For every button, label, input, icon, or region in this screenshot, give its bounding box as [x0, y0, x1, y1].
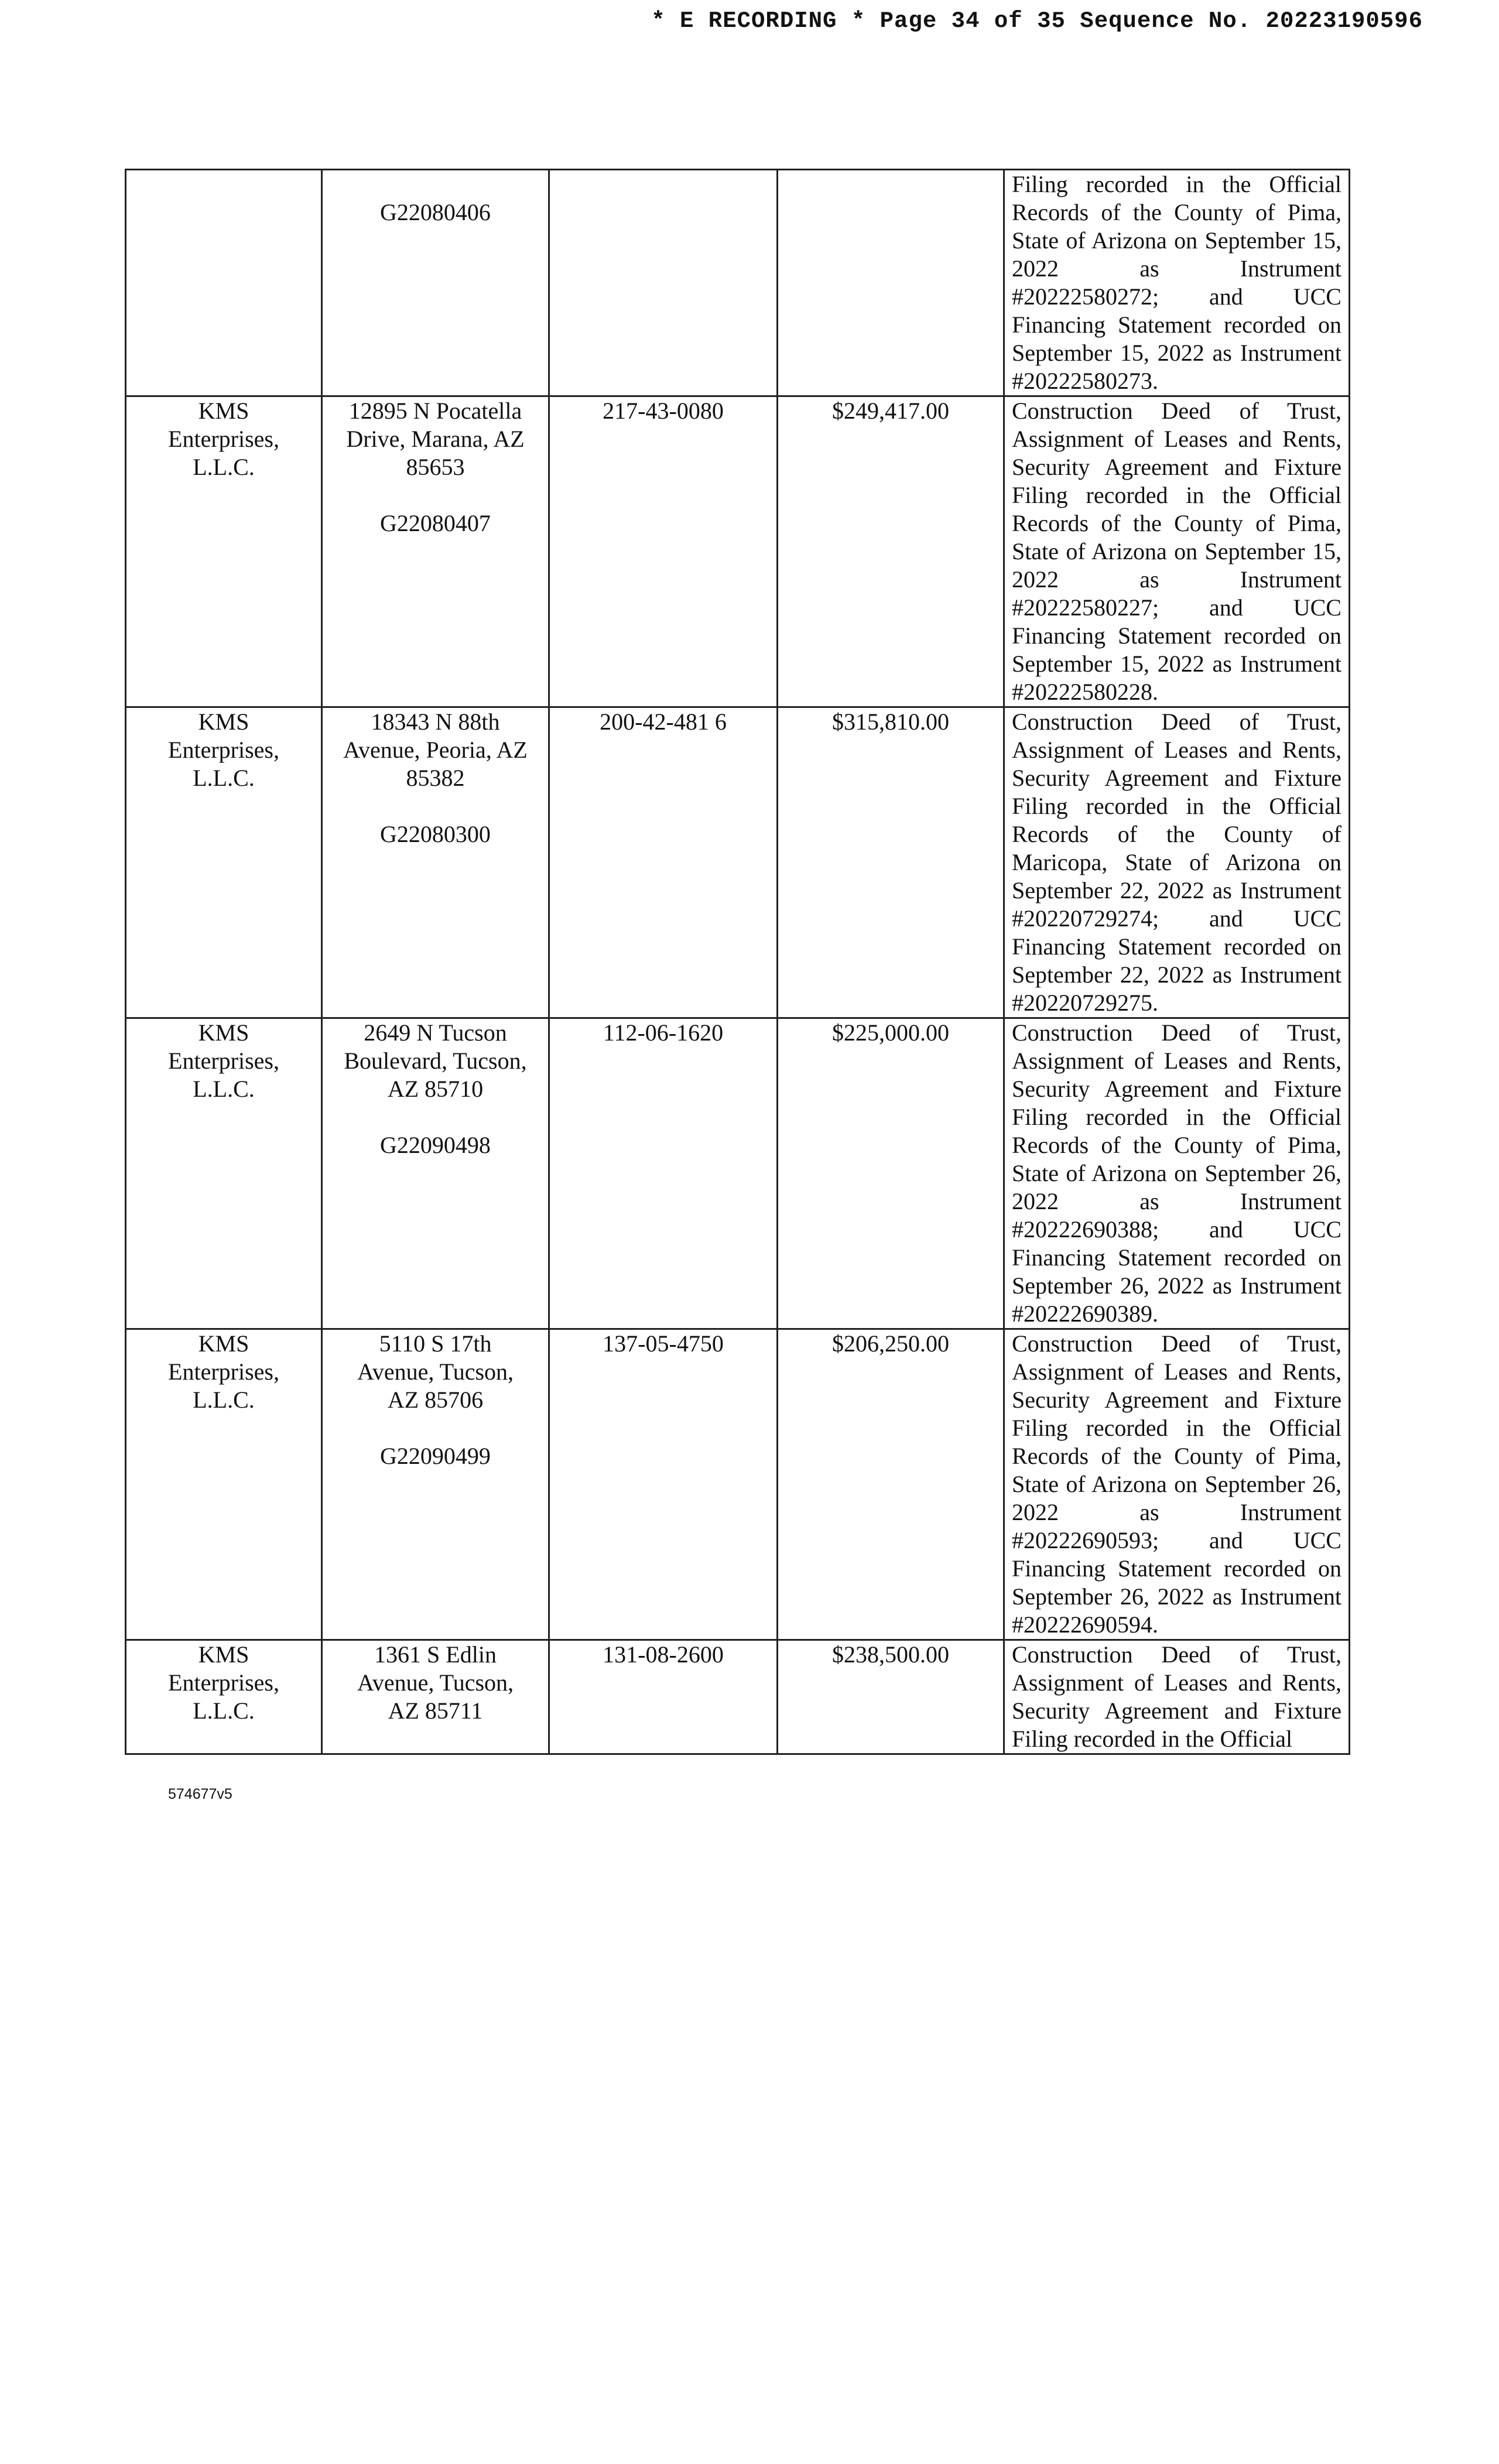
address-line: Boulevard, Tucson, — [344, 1048, 527, 1074]
table-row — [126, 170, 1350, 396]
table-row — [126, 1640, 1350, 1754]
document-id: 574677v5 — [168, 1786, 232, 1802]
address-cell — [322, 1329, 549, 1640]
owner-cell — [126, 707, 322, 1018]
gnumber: G22080407 — [380, 510, 491, 536]
address-cell — [322, 170, 549, 396]
owner-cell — [126, 170, 322, 396]
address-cell — [322, 707, 549, 1018]
table-row — [126, 707, 1350, 1018]
amount-cell: $225,000.00 — [778, 1018, 1004, 1329]
owner-line: KMS — [198, 709, 249, 735]
description-cell: Filing recorded in the Official Records of the County of Pima, State of Arizona on September 15, 2022 as Instrument #20222580272; and UCC Financing Statement recorded on September 15, 2022 as Instrument #20222580273. — [1004, 170, 1350, 396]
gnumber: G22080406 — [380, 199, 491, 225]
address-line: AZ 85711 — [388, 1698, 483, 1724]
address-line: 12895 N Pocatella — [348, 398, 522, 424]
description-cell: Construction Deed of Trust, Assignment of Leases and Rents, Security Agreement and Fixture Filing recorded in the Official Records of the County of Pima, State of Arizona on September 26, 2022 as Instrument #20222690388; and UCC Financing Statement recorded on September 26, 2022 as Instrument #20222690389. — [1004, 1018, 1350, 1329]
address-line: 2649 N Tucson — [364, 1019, 507, 1046]
amount-cell: $238,500.00 — [778, 1640, 1004, 1754]
address-cell — [322, 1018, 549, 1329]
address-line: 85382 — [406, 765, 465, 791]
owner-line: KMS — [198, 1641, 249, 1668]
description-cell: Construction Deed of Trust, Assignment of Leases and Rents, Security Agreement and Fixture Filing recorded in the Official Records of the County of Pima, State of Arizona on September 26, 2022 as Instrument #20222690593; and UCC Financing Statement recorded on September 26, 2022 as Instrument #20222690594. — [1004, 1329, 1350, 1640]
owner-line: Enterprises, — [168, 1358, 279, 1385]
owner-cell — [126, 1329, 322, 1640]
amount-cell: $206,250.00 — [778, 1329, 1004, 1640]
address-line: Avenue, Tucson, — [357, 1669, 514, 1696]
apn-cell: 200-42-481 6 — [549, 707, 778, 1018]
address-line: 85653 — [406, 454, 465, 480]
owner-line: KMS — [198, 1019, 249, 1046]
owner-line: L.L.C. — [193, 1698, 255, 1724]
table-row — [126, 396, 1350, 707]
owner-cell — [126, 396, 322, 707]
owner-cell — [126, 1640, 322, 1754]
owner-line: Enterprises, — [168, 1669, 279, 1696]
gnumber: G22090499 — [380, 1443, 491, 1469]
table-row — [126, 1329, 1350, 1640]
address-line: Drive, Marana, AZ — [346, 426, 525, 452]
description-cell: Construction Deed of Trust, Assignment of Leases and Rents, Security Agreement and Fixture Filing recorded in the Official Records of the County of Maricopa, State of Arizona on September 22, 2022 as Instrument #20220729274; and UCC Financing Statement recorded on September 22, 2022 as Instrument #20220729275. — [1004, 707, 1350, 1018]
address-cell — [322, 1640, 549, 1754]
description-cell: Construction Deed of Trust, Assignment of Leases and Rents, Security Agreement and Fixture Filing recorded in the Official — [1004, 1640, 1350, 1754]
property-table — [125, 169, 1350, 1755]
owner-line: KMS — [198, 1330, 249, 1357]
apn-cell — [549, 170, 778, 396]
owner-line: Enterprises, — [168, 1048, 279, 1074]
description-cell: Construction Deed of Trust, Assignment of Leases and Rents, Security Agreement and Fixture Filing recorded in the Official Records of the County of Pima, State of Arizona on September 15, 2022 as Instrument #20222580227; and UCC Financing Statement recorded on September 15, 2022 as Instrument #20222580228. — [1004, 396, 1350, 707]
address-line: Avenue, Tucson, — [357, 1358, 514, 1385]
amount-cell: $249,417.00 — [778, 396, 1004, 707]
owner-line: L.L.C. — [193, 1387, 255, 1413]
owner-line: L.L.C. — [193, 765, 255, 791]
address-cell — [322, 396, 549, 707]
apn-cell: 112-06-1620 — [549, 1018, 778, 1329]
amount-cell — [778, 170, 1004, 396]
address-line: 18343 N 88th — [371, 709, 500, 735]
recording-stamp: * E RECORDING * Page 34 of 35 Sequence No. 20223190596 — [651, 8, 1423, 34]
owner-line: Enterprises, — [168, 426, 279, 452]
address-line: 1361 S Edlin — [374, 1641, 497, 1668]
table-row — [126, 1018, 1350, 1329]
owner-cell — [126, 1018, 322, 1329]
gnumber: G22080300 — [380, 821, 491, 847]
owner-line: L.L.C. — [193, 1076, 255, 1102]
apn-cell: 137-05-4750 — [549, 1329, 778, 1640]
owner-line: Enterprises, — [168, 737, 279, 763]
address-line: AZ 85706 — [387, 1387, 484, 1413]
address-line: Avenue, Peoria, AZ — [343, 737, 528, 763]
apn-cell: 131-08-2600 — [549, 1640, 778, 1754]
address-line: 5110 S 17th — [379, 1330, 492, 1357]
apn-cell: 217-43-0080 — [549, 396, 778, 707]
amount-cell: $315,810.00 — [778, 707, 1004, 1018]
gnumber: G22090498 — [380, 1132, 491, 1158]
owner-line: KMS — [198, 398, 249, 424]
owner-line: L.L.C. — [193, 454, 255, 480]
address-line: AZ 85710 — [387, 1076, 484, 1102]
